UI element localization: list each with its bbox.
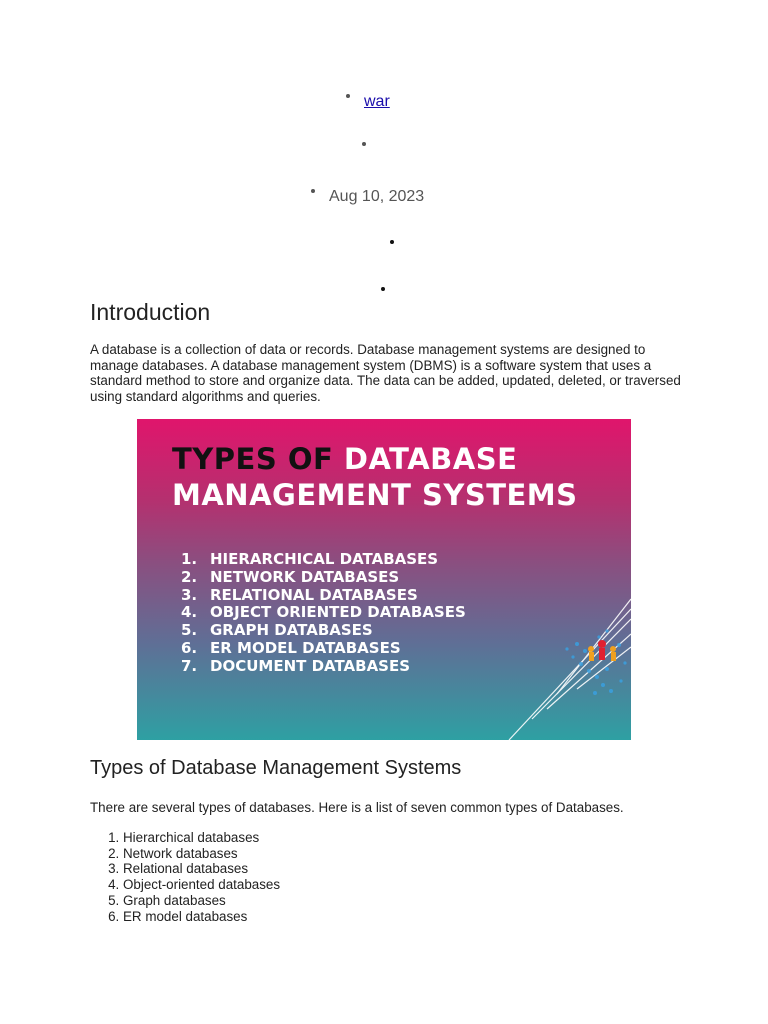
meta-empty-item-1 <box>362 140 366 160</box>
figure-title-light-1: DATABASE <box>343 442 518 476</box>
bullet-icon <box>362 142 366 146</box>
figure-list-item: 7. DOCUMENT DATABASES <box>181 656 411 675</box>
types-paragraph: There are several types of databases. Here is a list of seven common types of Databases. <box>90 800 624 815</box>
figure-list-item: 3. RELATIONAL DATABASES <box>181 585 418 604</box>
meta-date-item <box>311 187 424 207</box>
list-item: 2. Network databases <box>123 846 280 862</box>
list-item: 1. Hierarchical databases <box>123 830 280 846</box>
network-graphic-icon <box>137 419 631 740</box>
figure-title-light-2: MANAGEMENT SYSTEMS <box>172 478 578 512</box>
meta-category-item <box>346 92 390 112</box>
introduction-heading: Introduction <box>90 299 211 325</box>
dbms-types-figure <box>137 419 631 740</box>
figure-list-item: 6. ER MODEL DATABASES <box>181 638 401 657</box>
bullet-icon <box>390 240 394 244</box>
meta-empty-item-3 <box>381 281 385 301</box>
category-link[interactable]: war <box>364 93 390 110</box>
publish-date: Aug 10, 2023 <box>329 188 425 205</box>
list-item: 6. ER model databases <box>123 909 280 925</box>
meta-empty-item-2 <box>390 234 394 254</box>
figure-list-item: 5. GRAPH DATABASES <box>181 621 373 640</box>
list-item: 5. Graph databases <box>123 893 280 909</box>
list-item: 3. Relational databases <box>123 861 280 877</box>
figure-list-item: 2. NETWORK DATABASES <box>181 567 400 586</box>
bullet-icon <box>346 94 350 98</box>
list-item: 4. Object-oriented databases <box>123 877 280 893</box>
figure-list-item: 4. OBJECT ORIENTED DATABASES <box>181 603 466 622</box>
introduction-paragraph: A database is a collection of data or records. Database management systems are designed to manage databases. A database management system (DBMS) is a software system that uses a standard method to store and organize data. The data can be added, updated, deleted, or traversed using standard algorithms and queries. <box>90 342 681 404</box>
types-heading: Types of Database Management Systems <box>90 757 462 779</box>
figure-title-dark: TYPES OF <box>172 442 334 476</box>
bullet-icon <box>381 287 385 291</box>
bullet-icon <box>311 189 315 193</box>
figure-list-item: 1. HIERARCHICAL DATABASES <box>181 550 439 568</box>
types-list <box>90 830 280 924</box>
